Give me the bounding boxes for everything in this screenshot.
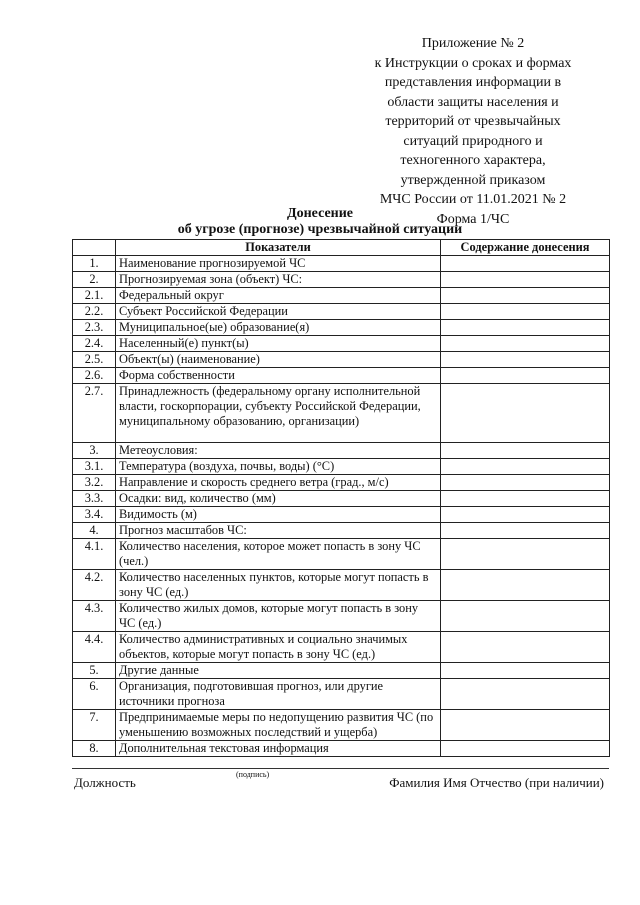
row-content-cell[interactable] — [441, 741, 610, 757]
row-content-cell[interactable] — [441, 601, 610, 632]
row-content-cell[interactable] — [441, 632, 610, 663]
row-number: 3. — [73, 443, 116, 459]
row-number: 2.2. — [73, 304, 116, 320]
row-number: 2.6. — [73, 368, 116, 384]
row-content-cell[interactable] — [441, 507, 610, 523]
row-indicator: Субъект Российской Федерации — [116, 304, 441, 320]
row-indicator: Направление и скорость среднего ветра (град., м/с) — [116, 475, 441, 491]
row-indicator: Населенный(е) пункт(ы) — [116, 336, 441, 352]
table-row — [73, 336, 610, 352]
table-row — [73, 475, 610, 491]
row-indicator: Количество административных и социально значимых объектов, которые могут попасть в зону ЧС (ед.) — [116, 632, 441, 663]
row-content-cell[interactable] — [441, 384, 610, 443]
appendix-line: техногенного характера, — [400, 153, 546, 168]
row-indicator: Осадки: вид, количество (мм) — [116, 491, 441, 507]
document-title: Донесение — [286, 206, 354, 221]
row-number: 3.1. — [73, 459, 116, 475]
row-indicator: Организация, подготовившая прогноз, или другие источники прогноза — [116, 679, 441, 710]
row-indicator: Температура (воздуха, почвы, воды) (°С) — [116, 459, 441, 475]
row-number: 2.5. — [73, 352, 116, 368]
table-row — [73, 443, 610, 459]
row-indicator: Наименование прогнозируемой ЧС — [116, 256, 441, 272]
row-number: 4.1. — [73, 539, 116, 570]
table-row — [73, 570, 610, 601]
row-indicator: Количество населения, которое может попасть в зону ЧС (чел.) — [116, 539, 441, 570]
row-content-cell[interactable] — [441, 523, 610, 539]
full-name-label: Фамилия Имя Отчество (при наличии) — [389, 775, 604, 790]
row-number: 4.4. — [73, 632, 116, 663]
row-number: 3.4. — [73, 507, 116, 523]
row-indicator: Другие данные — [116, 663, 441, 679]
row-content-cell[interactable] — [441, 679, 610, 710]
table-row — [73, 272, 610, 288]
table-row — [73, 368, 610, 384]
row-content-cell[interactable] — [441, 368, 610, 384]
table-row — [73, 632, 610, 663]
position-label: Должность — [74, 775, 136, 790]
row-indicator: Форма собственности — [116, 368, 441, 384]
row-content-cell[interactable] — [441, 256, 610, 272]
row-number: 2.4. — [73, 336, 116, 352]
appendix-line: Приложение № 2 — [421, 36, 525, 51]
row-indicator: Предпринимаемые меры по недопущению развития ЧС (по уменьшению возможных последствий и ущерба) — [116, 710, 441, 741]
row-number: 4.3. — [73, 601, 116, 632]
row-content-cell[interactable] — [441, 288, 610, 304]
table-row — [73, 288, 610, 304]
table-row — [73, 679, 610, 710]
table-row — [73, 320, 610, 336]
appendix-line: к Инструкции о сроках и формах — [374, 55, 572, 71]
report-table — [72, 239, 610, 757]
document-subtitle: об угрозе (прогнозе) чрезвычайной ситуации — [177, 222, 463, 237]
row-number: 6. — [73, 679, 116, 710]
table-row — [73, 256, 610, 272]
row-indicator: Принадлежность (федеральному органу исполнительной власти, госкорпорации, субъекту Российской Федерации, муниципальному образованию, организации) — [116, 384, 441, 443]
table-row — [73, 539, 610, 570]
table-row — [73, 523, 610, 539]
row-content-cell[interactable] — [441, 443, 610, 459]
row-content-cell[interactable] — [441, 320, 610, 336]
signature-label: (подпись) — [236, 770, 270, 779]
row-number: 8. — [73, 741, 116, 757]
row-number: 2. — [73, 272, 116, 288]
appendix-line: области защиты населения и — [387, 94, 559, 110]
row-number: 5. — [73, 663, 116, 679]
row-content-cell[interactable] — [441, 304, 610, 320]
table-row — [73, 601, 610, 632]
row-number: 2.7. — [73, 384, 116, 443]
row-content-cell[interactable] — [441, 272, 610, 288]
row-indicator: Прогноз масштабов ЧС: — [116, 523, 441, 539]
row-content-cell[interactable] — [441, 475, 610, 491]
table-row — [73, 384, 610, 443]
table-row — [73, 491, 610, 507]
table-header-row — [73, 240, 610, 256]
table-row — [73, 304, 610, 320]
row-indicator: Видимость (м) — [116, 507, 441, 523]
row-content-cell[interactable] — [441, 539, 610, 570]
row-indicator: Метеоусловия: — [116, 443, 441, 459]
row-indicator: Дополнительная текстовая информация — [116, 741, 441, 757]
table-row — [73, 741, 610, 757]
row-number: 7. — [73, 710, 116, 741]
header-report-content: Содержание донесения — [441, 240, 610, 256]
row-number: 3.3. — [73, 491, 116, 507]
table-row — [73, 352, 610, 368]
appendix-header — [330, 34, 616, 229]
header-number — [73, 240, 116, 256]
appendix-line: территорий от чрезвычайных — [385, 114, 561, 129]
appendix-line: представления информации в — [384, 75, 562, 90]
row-indicator: Прогнозируемая зона (объект) ЧС: — [116, 272, 441, 288]
row-number: 2.3. — [73, 320, 116, 336]
table-row — [73, 710, 610, 741]
row-number: 3.2. — [73, 475, 116, 491]
row-number: 4.2. — [73, 570, 116, 601]
row-number: 4. — [73, 523, 116, 539]
header-indicators: Показатели — [116, 240, 441, 256]
row-number: 2.1. — [73, 288, 116, 304]
row-indicator: Объект(ы) (наименование) — [116, 352, 441, 368]
appendix-line: утвержденной приказом — [400, 172, 546, 188]
footer-divider — [72, 768, 609, 769]
row-content-cell[interactable] — [441, 570, 610, 601]
appendix-line: Форма 1/ЧС — [436, 211, 510, 227]
row-number: 1. — [73, 256, 116, 272]
row-content-cell[interactable] — [441, 663, 610, 679]
row-indicator: Количество населенных пунктов, которые могут попасть в зону ЧС (ед.) — [116, 570, 441, 601]
row-content-cell[interactable] — [441, 459, 610, 475]
row-content-cell[interactable] — [441, 491, 610, 507]
table-row — [73, 663, 610, 679]
row-indicator: Количество жилых домов, которые могут попасть в зону ЧС (ед.) — [116, 601, 441, 632]
row-content-cell[interactable] — [441, 336, 610, 352]
row-indicator: Муниципальное(ые) образование(я) — [116, 320, 441, 336]
row-content-cell[interactable] — [441, 352, 610, 368]
appendix-line: ситуаций природного и — [403, 133, 543, 149]
row-content-cell[interactable] — [441, 710, 610, 741]
table-row — [73, 459, 610, 475]
table-row — [73, 507, 610, 523]
row-indicator: Федеральный округ — [116, 288, 441, 304]
appendix-line: МЧС России от 11.01.2021 № 2 — [379, 192, 567, 207]
